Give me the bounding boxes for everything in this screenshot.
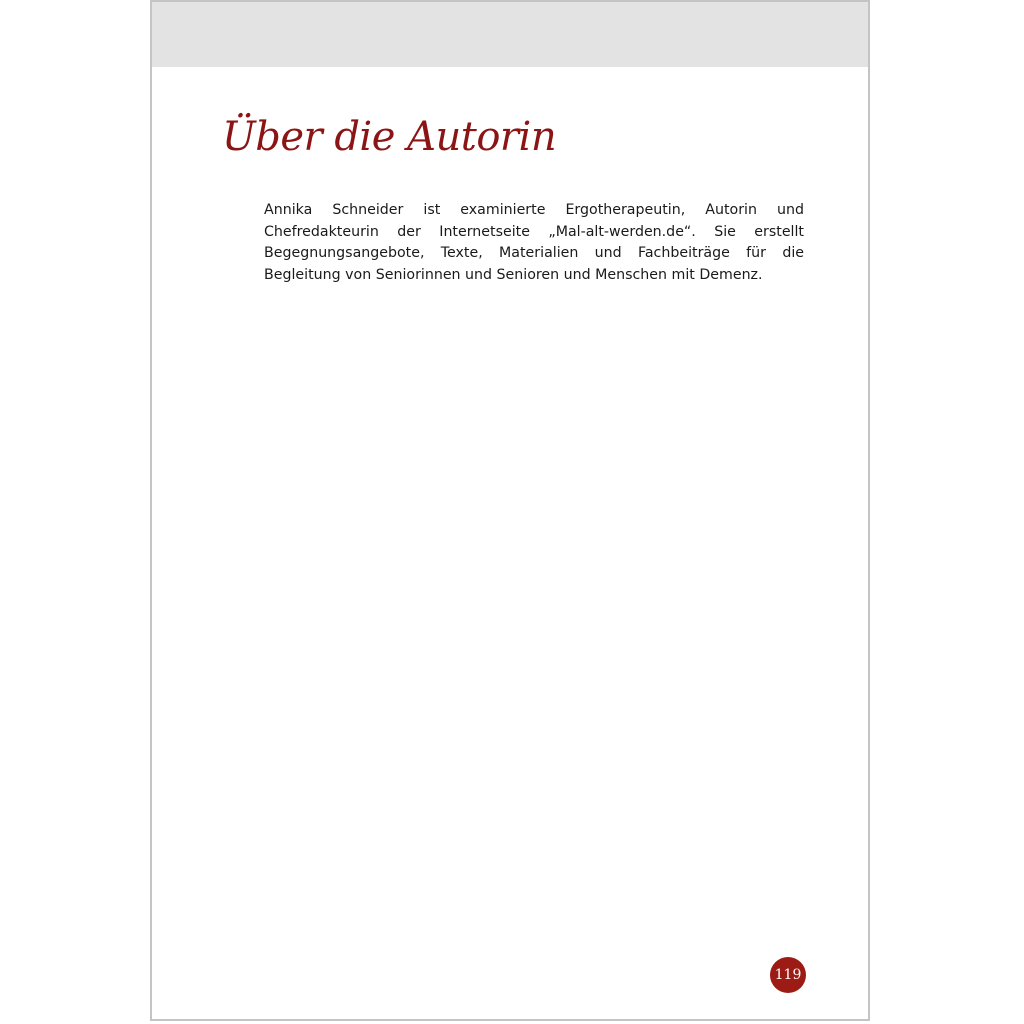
author-bio-paragraph: Annika Schneider ist examinierte Ergotherapeutin, Autorin und Chefredakteurin der Internetseite „Mal-alt-werden.de“. Sie erstellt Begegnungsangebote, Texte, Materialien und Fachbeiträge für die Begleitung von Seniorinnen und Senioren und Menschen mit Demenz. <box>264 202 804 283</box>
header-band <box>152 2 868 67</box>
page-number-label: 119 <box>774 967 802 983</box>
book-page <box>150 0 870 1021</box>
page-title: Über die Autorin <box>222 114 557 160</box>
page-number-badge <box>770 957 806 993</box>
